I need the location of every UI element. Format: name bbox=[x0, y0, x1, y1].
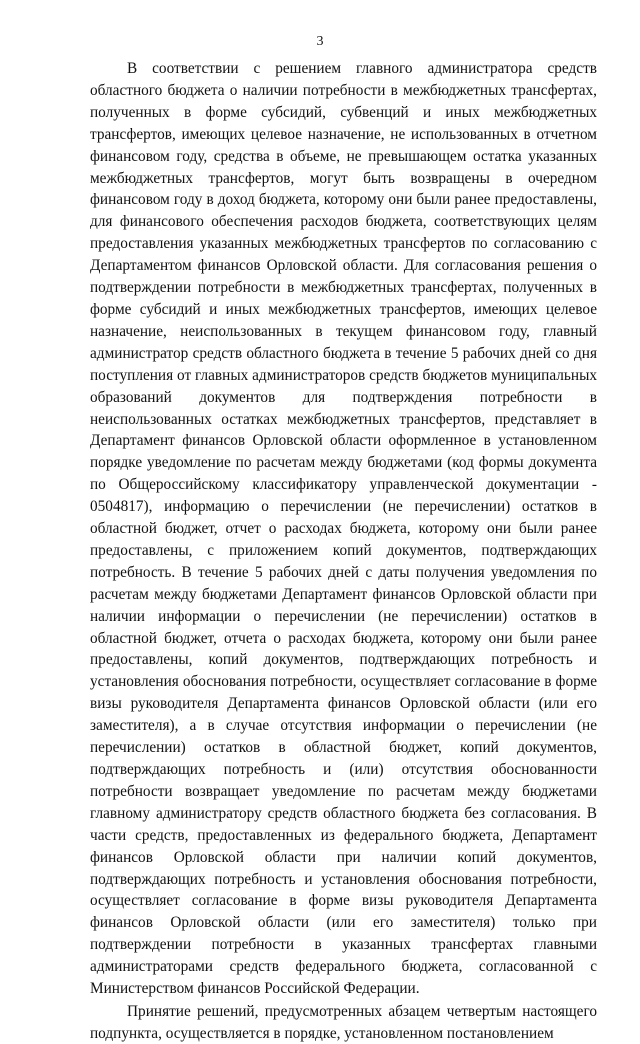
paragraph-decision-procedure: Принятие решений, предусмотренных абзацем четвертым настоящего подпункта, осуществляется в порядке, установленном постановлением bbox=[90, 1002, 597, 1042]
page-number: 3 bbox=[316, 34, 324, 49]
document-body bbox=[90, 58, 597, 1044]
paragraph-budget-transfers: В соответствии с решением главного администратора средств областного бюджета о наличии потребности в межбюджетных трансфертах, полученных в форме субсидий, субвенций и иных межбюджетных трансфертов, имеющих целевое назначение, не использованных в отчетном финансовом году, средства в объеме, не превышающем остатка указанных межбюджетных трансфертов, могут быть возвращены в очередном финансовом году в доход бюджета, которому они были ранее предоставлены, для финансового обеспечения расходов бюджета, соответствующих целям предоставления указанных межбюджетных трансфертов по согласованию с Департаментом финансов Орловской области. Для согласования решения о подтверждении потребности в межбюджетных трансфертах, полученных в форме субсидий и иных межбюджетных трансфертов, имеющих целевое назначение, неиспользованных в текущем финансовом году, главный администратор средств областного бюджета в течение 5 рабочих дней со дня поступления от главных администраторов средств бюджетов муниципальных образований документов для подтверждения потребности в неиспользованных остатках межбюджетных трансфертов, представляет в Департамент финансов Орловской области оформленное в установленном порядке уведомление по расчетам между бюджетами (код формы документа по Общероссийскому классификатору управленческой документации - 0504817), информацию о перечислении (не перечислении) остатков в областной бюджет, отчет о расходах бюджета, которому они были ранее предоставлены, с приложением копий документов, подтверждающих потребность. В течение 5 рабочих дней с даты получения уведомления по расчетам между бюджетами Департамент финансов Орловской области при наличии информации о перечислении (не перечислении) остатков в областной бюджет, отчета о расходах бюджета, которому они были ранее предоставлены, копий документов, подтверждающих потребность и установления обоснования потребности, осуществляет согласование в форме визы руководителя Департамента финансов Орловской области (или его заместителя), а в случае отсутствия информации о перечислении (не перечислении) остатков в областной бюджет, копий документов, подтверждающих потребность и (или) отсутствия обоснованности потребности возвращает уведомление по расчетам между бюджетами главному администратору средств областного бюджета без согласования. В части средств, предоставленных из федерального бюджета, Департамент финансов Орловской области при наличии копий документов, подтверждающих потребность и установления обоснования потребности, осуществляет согласование в форме визы руководителя Департамента финансов Орловской области (или его заместителя) только при подтверждении потребности в указанных трансфертах главными администраторами средств федерального бюджета, согласованной с Министерством финансов Российской Федерации. bbox=[90, 60, 597, 998]
